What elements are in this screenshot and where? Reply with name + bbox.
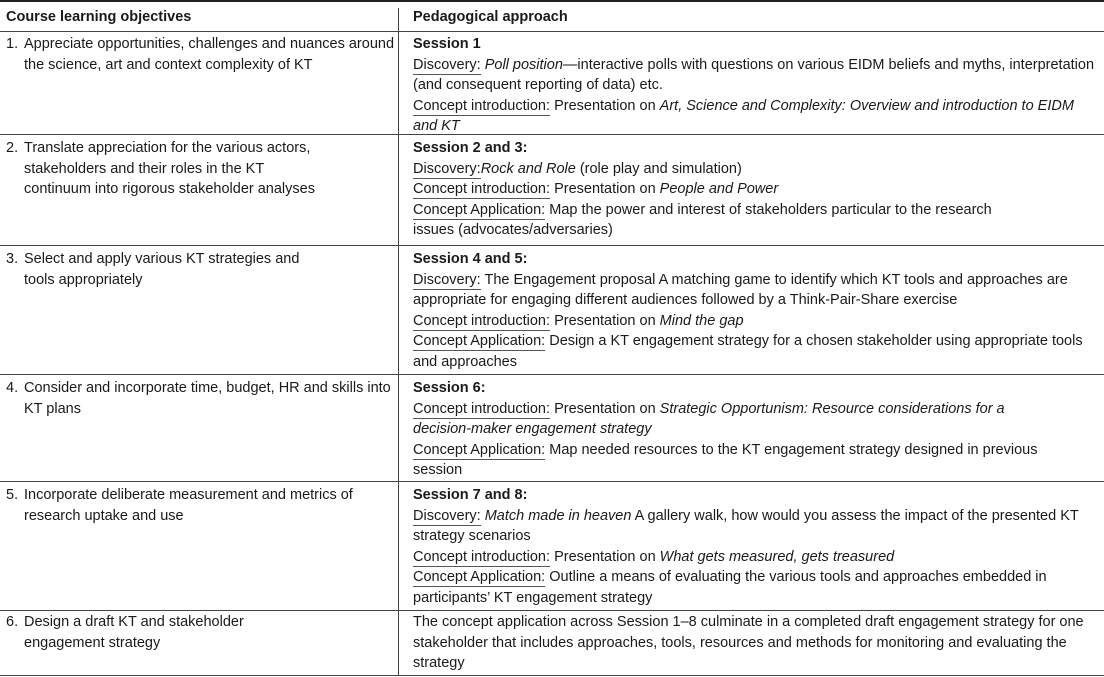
table-row-objective (6, 485, 394, 526)
approach-item (413, 311, 1101, 332)
session-title: Session 1 (413, 36, 481, 52)
objective-text: Incorporate deliberate measurement and metrics of research uptake and use (24, 487, 353, 524)
item-label: Concept Application: (413, 201, 546, 218)
item-label: Discovery: (413, 160, 481, 177)
approach-item (413, 547, 1101, 568)
table-row-approach (413, 612, 1101, 674)
item-text: Presentation on (554, 312, 660, 329)
table-row-approach (413, 138, 1033, 241)
table-row-approach (413, 34, 1101, 137)
item-label: Discovery: (413, 507, 481, 524)
item-text: A gallery walk, how would you assess the impact of the presented KT strategy scenarios (413, 507, 1079, 544)
item-label: Concept introduction: (413, 400, 551, 417)
objective-number: 3. (6, 251, 19, 267)
table-row-objective (6, 249, 394, 290)
table-row-approach (413, 378, 1053, 481)
item-label: Concept Application: (413, 441, 546, 458)
approach-item (413, 331, 1101, 372)
approach-item (413, 399, 1053, 440)
item-text: Map the power and interest of stakeholders particular to the research issues (advocates/adversaries) (413, 201, 992, 238)
objective-number: 4. (6, 380, 19, 396)
table-bottom-rule (0, 675, 1104, 676)
item-label: Discovery: (413, 271, 481, 288)
approach-item (413, 200, 1033, 241)
objective-number: 1. (6, 36, 19, 52)
approach-item (413, 179, 1033, 200)
session-title: Session 2 and 3: (413, 140, 528, 156)
item-label: Discovery: (413, 56, 481, 73)
item-label: Concept Application: (413, 569, 546, 585)
approach-item (413, 96, 1101, 137)
table-row-objective (6, 612, 394, 653)
item-italic: Strategic Opportunism: Resource considerations for a decision-maker engagement strategy (413, 400, 1005, 437)
item-italic: People and Power (659, 181, 779, 197)
item-italic: Rock and Role (480, 160, 576, 177)
table-top-rule (0, 0, 1104, 2)
objective-number: 2. (6, 140, 19, 156)
item-text: The Engagement proposal A matching game to identify which KT tools and approaches are appropriate for engaging different audiences followed by a Think-Pair-Share exercise (413, 271, 1068, 308)
row-rule (0, 481, 1104, 482)
objective-text: Select and apply various KT strategies and tools appropriately (24, 251, 300, 288)
header-approach: Pedagogical approach (413, 9, 568, 25)
column-divider (398, 8, 399, 675)
session-title: Session 6: (413, 380, 486, 396)
item-label: Concept introduction: (413, 97, 551, 114)
objective-number: 5. (6, 487, 19, 503)
approach-item (413, 159, 1033, 180)
approach-item (413, 270, 1101, 311)
table-row-objective (6, 138, 394, 200)
header-objectives: Course learning objectives (6, 9, 192, 25)
approach-item (413, 567, 1101, 608)
item-text: (role play and simulation) (575, 160, 742, 177)
item-label: Concept Application: (413, 333, 546, 349)
item-italic: What gets measured, gets treasured (659, 548, 895, 565)
objective-number: 6. (6, 614, 19, 630)
item-italic: Match made in heaven (484, 507, 632, 524)
item-text: Presentation on (554, 548, 660, 565)
objective-text: Consider and incorporate time, budget, HR and skills into KT plans (24, 380, 391, 417)
table-row-approach (413, 485, 1101, 608)
table-row-approach (413, 249, 1101, 372)
objective-text: Appreciate opportunities, challenges and nuances around the science, art and context complexity of KT (24, 36, 395, 73)
table-row-objective (6, 34, 394, 75)
item-text: Design a KT engagement strategy for a chosen stakeholder using appropriate tools and approaches (413, 333, 1083, 370)
approach-item (413, 440, 1053, 481)
item-text: Presentation on (554, 400, 660, 417)
item-italic: Mind the gap (659, 312, 744, 329)
approach-item (413, 55, 1101, 96)
item-label: Concept introduction: (413, 548, 551, 565)
item-text: Outline a means of evaluating the various tools and approaches embedded in participants’ KT engagement strategy (413, 569, 1047, 606)
session-title: Session 7 and 8: (413, 487, 528, 503)
row-rule (0, 245, 1104, 246)
item-italic: Poll position (484, 56, 563, 73)
row-rule (0, 610, 1104, 611)
item-text: Presentation on (554, 97, 660, 114)
approach-item (413, 506, 1101, 547)
objective-text: Design a draft KT and stakeholder engagement strategy (24, 614, 244, 651)
session-title: Session 4 and 5: (413, 251, 528, 267)
header-rule (0, 31, 1104, 32)
approach-text: The concept application across Session 1–8 culminate in a completed draft engagement strategy for one stakeholder that includes approaches, tools, resources and methods for monitoring and evaluating the strategy (413, 614, 1084, 671)
item-text: —interactive polls with questions on various EIDM beliefs and myths, interpretation (and consequent reporting of data) etc. (413, 56, 1095, 93)
item-text: Presentation on (554, 181, 660, 197)
objective-text: Translate appreciation for the various actors, stakeholders and their roles in the KT continuum into rigorous stakeholder analyses (24, 140, 315, 197)
item-label: Concept introduction: (413, 312, 551, 329)
item-text: Map needed resources to the KT engagement strategy designed in previous session (413, 441, 1038, 478)
row-rule (0, 374, 1104, 375)
table-row-objective (6, 378, 394, 419)
item-label: Concept introduction: (413, 181, 551, 197)
item-italic: Art, Science and Complexity: Overview and introduction to EIDM and KT (413, 97, 1074, 134)
